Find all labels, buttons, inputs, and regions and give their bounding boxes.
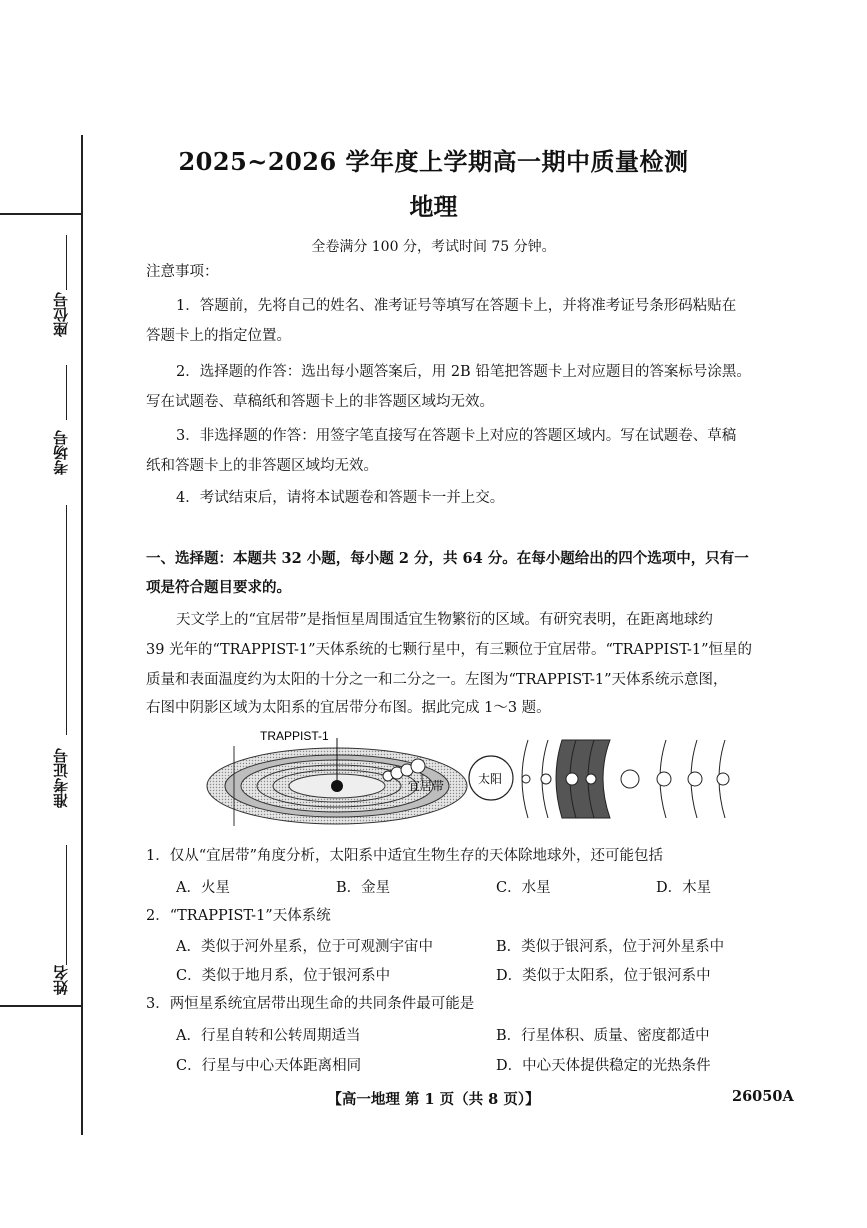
seat-number-label: 座位号 [52, 292, 70, 337]
admission-number-underline [66, 505, 67, 735]
note-2-line2: 写在试题卷、草稿纸和答题卡上的非答题区域均无效。 [146, 394, 494, 410]
q1-option-c: C．水星 [496, 880, 551, 896]
trappist-system-diagram [207, 729, 467, 826]
solar-habitable-zone [556, 740, 610, 818]
note-2-line1: 2．选择题的作答：选出每小题答案后，用 2B 铅笔把答题卡上对应题目的答案标号涂黑。 [176, 364, 751, 380]
name-underline [66, 845, 67, 965]
note-1-line2: 答题卡上的指定位置。 [146, 328, 291, 344]
trappist-star [331, 780, 343, 792]
score-info: 全卷满分 100 分，考试时间 75 分钟。 [311, 239, 556, 255]
note-3-line1: 3．非选择题的作答：用签字笔直接写在答题卡上对应的答题区域内。写在试题卷、草稿 [176, 428, 737, 444]
page-footer: 【高一地理 第 1 页（共 8 页）】 [327, 1091, 540, 1108]
question-2-stem: 2．“TRAPPIST-1”天体系统 [146, 908, 331, 924]
q1-option-b: B．金星 [336, 880, 391, 896]
q2-option-b: B．类似于银河系，位于河外星系中 [496, 939, 725, 955]
solar-system-diagram [469, 740, 729, 818]
passage-line4: 右图中阴影区域为太阳系的宜居带分布图。据此完成 1～3 题。 [146, 700, 551, 716]
q2-option-d: D．类似于太阳系，位于银河系中 [496, 968, 711, 984]
passage-line2: 39 光年的“TRAPPIST-1”天体系统的七颗行星中，有三颗位于宜居带。“TRAPPIST-1”恒星的 [146, 642, 753, 658]
q3-option-d: D．中心天体提供稳定的光热条件 [496, 1058, 711, 1074]
habitable-zone-label: 宜居带 [408, 779, 445, 793]
exam-room-underline [66, 365, 67, 420]
admission-number-label: 准考证号 [52, 748, 70, 808]
note-4-line1: 4．考试结束后，请将本试题卷和答题卡一并上交。 [176, 490, 505, 506]
section1-heading-line2: 项是符合题目要求的。 [146, 579, 291, 596]
question-1-stem: 1．仅从“宜居带”角度分析，太阳系中适宜生物生存的天体除地球外，还可能包括 [146, 848, 664, 864]
q3-option-c: C．行星与中心天体距离相同 [176, 1058, 362, 1074]
q3-option-a: A．行星自转和公转周期适当 [176, 1028, 361, 1044]
habitable-zone-figure [200, 726, 760, 834]
q1-option-a: A．火星 [176, 880, 230, 896]
section1-heading-line1: 一、选择题：本题共 32 小题，每小题 2 分，共 64 分。在每小题给出的四个选项中，只有一 [146, 550, 749, 567]
binding-margin-line [81, 135, 83, 1135]
q3-option-b: B．行星体积、质量、密度都适中 [496, 1028, 710, 1044]
question-3-stem: 3．两恒星系统宜居带出现生命的共同条件最可能是 [146, 996, 475, 1012]
q2-option-c: C．类似于地月系，位于银河系中 [176, 968, 391, 984]
name-label: 姓名 [52, 965, 70, 995]
passage-line3: 质量和表面温度约为太阳的十分之一和二分之一。左图为“TRAPPIST-1”天体系统示意图， [146, 672, 728, 688]
margin-bottom-rule [0, 1005, 81, 1007]
q1-option-d: D．木星 [656, 880, 712, 896]
exam-room-label: 考场号 [52, 430, 70, 475]
trappist-label: TRAPPIST-1 [260, 729, 329, 743]
passage-line1: 天文学上的“宜居带”是指恒星周围适宜生物繁衍的区域。有研究表明，在距离地球约 [176, 612, 713, 628]
q2-option-a: A．类似于河外星系，位于可观测宇宙中 [176, 939, 433, 955]
exam-title: 2025~2026 学年度上学期高一期中质量检测 [178, 147, 689, 176]
sun-label: 太阳 [478, 772, 503, 786]
subject-title: 地理 [409, 192, 458, 221]
note-3-line2: 纸和答题卡上的非答题区域均无效。 [146, 458, 378, 474]
notes-heading: 注意事项： [146, 264, 219, 280]
note-1-line1: 1．答题前，先将自己的姓名、准考证号等填写在答题卡上，并将准考证号条形码粘贴在 [176, 298, 737, 314]
paper-code: 26050A [732, 1088, 794, 1105]
